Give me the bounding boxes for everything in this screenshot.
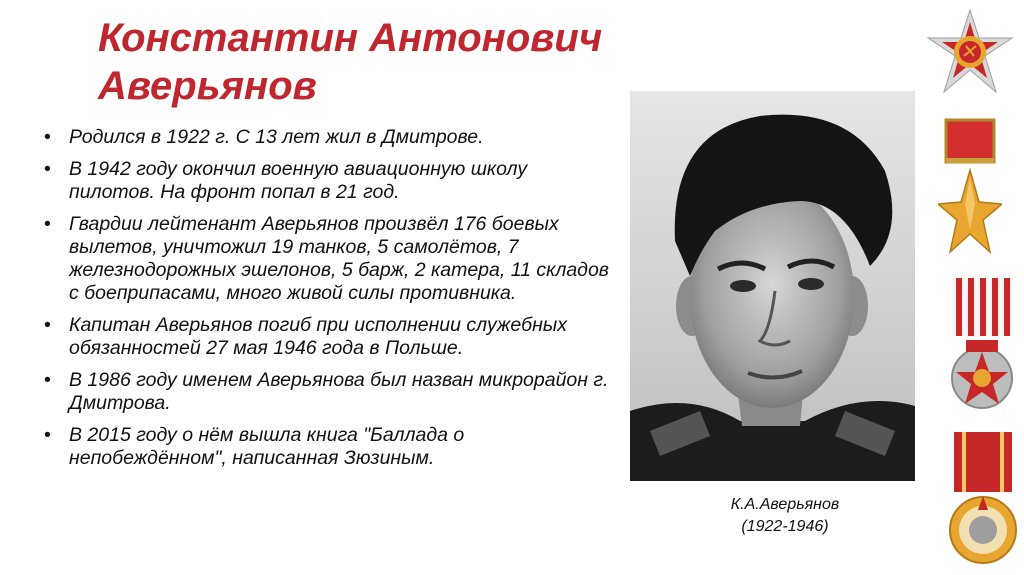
order-lenin-icon — [948, 430, 1018, 570]
bullet-item: • Капитан Аверьянов погиб при исполнении служебных обязанностей 27 мая 1946 года в Польше. — [44, 314, 616, 360]
caption-years: (1922-1946) — [741, 518, 829, 535]
bullet-item: • Гвардии лейтенант Аверьянов произвёл 176 боевых вылетов, уничтожил 19 танков, 5 самолётов, 7 железнодорожных эшелонов, 5 барж, 2 катера, 11 складов с боеприпасами, много живой силы противника. — [44, 213, 616, 305]
bullet-item: • В 2015 году о нём вышла книга "Баллада о непобеждённом", написанная Зюзиным. — [44, 424, 616, 470]
photo-caption — [690, 494, 880, 538]
caption-name: К.А.Аверьянов — [730, 496, 840, 513]
portrait-photo — [630, 91, 915, 481]
order-patriotic-war-icon — [924, 8, 1016, 100]
bullet-item: • Родился в 1922 г. С 13 лет жил в Дмитрове. — [44, 126, 616, 149]
order-red-banner-icon — [946, 276, 1018, 416]
title-line-1: Константин Антонович — [98, 16, 603, 60]
bullet-item: • В 1942 году окончил военную авиационную школу пилотов. На фронт попал в 21 год. — [44, 158, 616, 204]
gold-star-medal-icon — [938, 118, 1002, 268]
page-title — [98, 14, 602, 110]
bullet-item: • В 1986 году именем Аверьянова был назван микрорайон г. Дмитрова. — [44, 369, 616, 415]
biography-list — [44, 126, 616, 479]
title-line-2: Аверьянов — [98, 64, 317, 108]
